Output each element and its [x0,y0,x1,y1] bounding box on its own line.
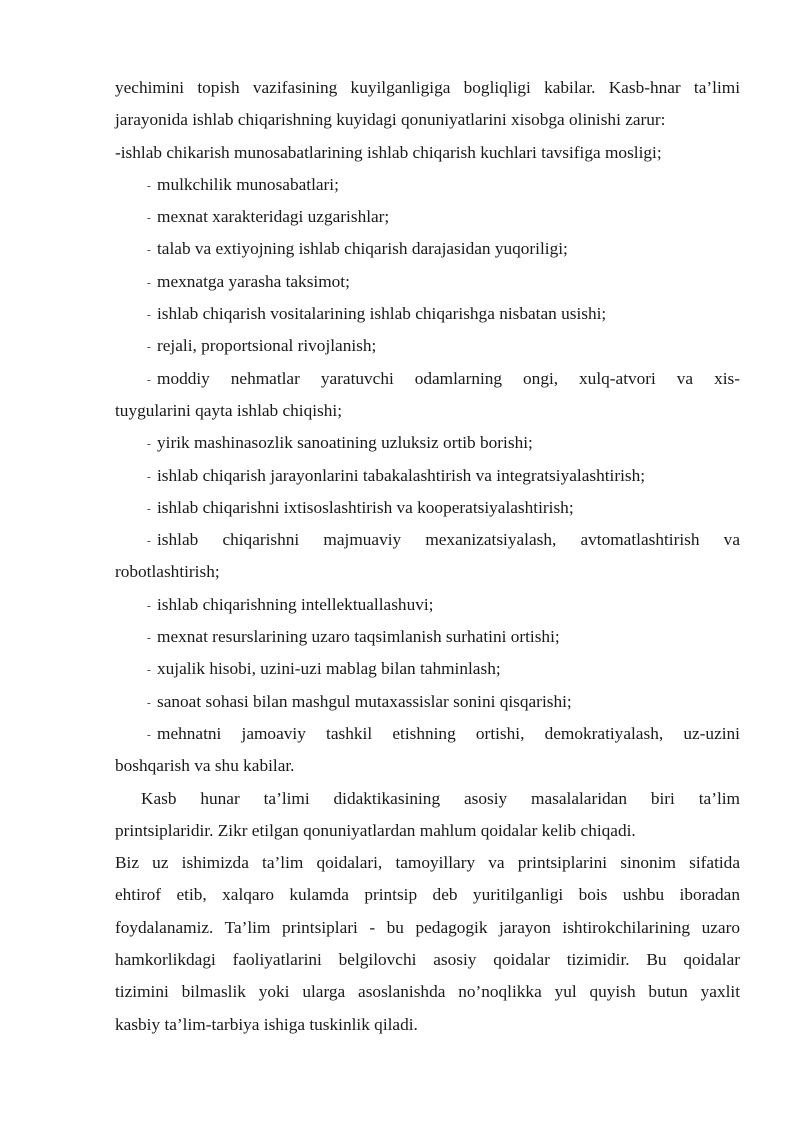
paragraph-line: printsiplaridir. Zikr etilgan qonuniyatlardan mahlum qoidalar kelib chiqadi. [115,820,636,840]
list-item [115,363,740,395]
list-item [115,169,740,201]
bullet-dash: - [147,664,151,677]
list-item [115,492,740,524]
paragraph-line: Kasb hunar ta’limi didaktikasining asosiy masalalaridan biri ta’lim [141,788,740,808]
document-page [115,72,740,1041]
list-item [115,589,740,621]
list-item-text: ishlab chiqarishni majmuaviy mexanizatsiyalash, avtomatlashtirish va [157,530,740,550]
list-item [115,427,740,459]
bullet-dash: - [147,632,151,645]
list-item-text: ishlab chiqarishni ixtisoslashtirish va kooperatsiyalashtirish; [157,497,574,517]
bullet-dash: - [147,728,151,741]
paragraph-line: ehtirof etib, xalqaro kulamda printsip deb yuritilganligi bois ushbu iboradan [115,885,740,905]
list-item [115,653,740,685]
list-item-text: moddiy nehmatlar yaratuvchi odamlarning ongi, xulq-atvori va xis- [157,368,740,388]
paragraph-line: foydalanamiz. Ta’lim printsiplari - bu pedagogik jarayon ishtirokchilarining uzaro [115,917,740,937]
bullet-dash: - [147,438,151,451]
bullet-dash: - [147,502,151,515]
bullet-dash: - [147,599,151,612]
list-item [115,201,740,233]
list-item [115,524,740,556]
bullet-dash: - [147,373,151,386]
bullet-dash: - [147,212,151,225]
list-item-text: mexnatga yarasha taksimot; [157,271,350,291]
list-item [115,686,740,718]
bullet-dash: - [147,309,151,322]
list-item [115,330,740,362]
paragraph-line: tizimini bilmaslik yoki ularga asoslanishda no’noqlikka yul quyish butun yaxlit [115,982,740,1002]
bullet-dash: - [147,244,151,257]
list-item-text: ishlab chiqarishning intellektuallashuvi; [157,594,434,614]
list-item [115,233,740,265]
list-item-text: mexnat xarakteridagi uzgarishlar; [157,207,390,227]
list-item-text: ishlab chiqarish vositalarining ishlab chiqarishga nisbatan usishi; [157,304,607,324]
list-item-continuation: tuygularini qayta ishlab chiqishi; [115,400,343,420]
paragraph-line: hamkorlikdagi faoliyatlarini belgilovchi asosiy qoidalar tizimidir. Bu qoidalar [115,950,740,970]
list-item-text: sanoat sohasi bilan mashgul mutaxassislar sonini qisqarishi; [157,691,572,711]
list-item-text: xujalik hisobi, uzini-uzi mablag bilan tahminlash; [157,659,501,679]
text-line: yechimini topish vazifasining kuyilganligiga bogliqligi kabilar. Kasb-hnar ta’limi [115,78,740,97]
list-item-continuation: boshqarish va shu kabilar. [115,756,295,776]
text-line: jarayonida ishlab chiqarishning kuyidagi qonuniyatlarini xisobga olinishi zarur: [115,110,666,130]
text-line: -ishlab chikarish munosabatlarining ishlab chiqarish kuchlari tavsifiga mosligi; [115,142,662,162]
paragraph-line: kasbiy ta’lim-tarbiya ishiga tuskinlik qiladi. [115,1014,418,1034]
bullet-dash: - [147,341,151,354]
bullet-dash: - [147,470,151,483]
list-item [115,621,740,653]
bullet-dash: - [147,535,151,548]
list-item [115,298,740,330]
list-item-text: rejali, proportsional rivojlanish; [157,336,377,356]
bullet-dash: - [147,696,151,709]
list-item [115,718,740,750]
list-item-continuation: robotlashtirish; [115,562,220,582]
list-item-text: mexnat resurslarining uzaro taqsimlanish surhatini ortishi; [157,627,560,647]
list-item-text: mehnatni jamoaviy tashkil etishning ortishi, demokratiyalash, uz-uzini [157,723,740,743]
list-item-text: mulkchilik munosabatlari; [157,174,339,194]
list-item [115,460,740,492]
list-item-text: ishlab chiqarish jarayonlarini tabakalashtirish va integratsiyalashtirish; [157,465,646,485]
paragraph-line: Biz uz ishimizda ta’lim qoidalari, tamoyillary va printsiplarini sinonim sifatida [115,853,740,873]
bullet-dash: - [147,276,151,289]
list-item-text: talab va extiyojning ishlab chiqarish darajasidan yuqoriligi; [157,239,568,259]
list-item [115,266,740,298]
bullet-dash: - [147,179,151,192]
list-item-text: yirik mashinasozlik sanoatining uzluksiz ortib borishi; [157,433,533,453]
